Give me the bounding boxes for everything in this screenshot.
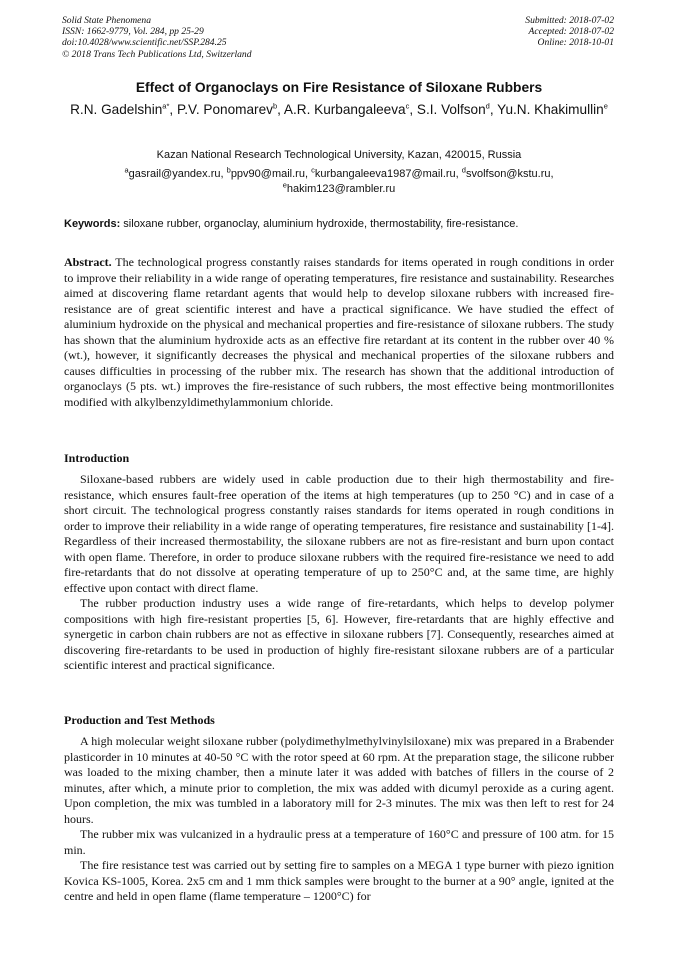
introduction-heading: Introduction xyxy=(64,451,130,465)
paragraph: The rubber production industry uses a wide range of fire-retardants, which helps to develop polymer compositions with high fire-resistant properties [5, 6]. However, fire-retardants that are highly effective and synergetic in carbon chain rubbers are not as effective in siloxane rubbers [7]. Consequently, researches aimed at discovering fire-retardants to be used in production of highly fire-resistant siloxane rubbers are of a particular scientific interest and practical significance. xyxy=(64,596,614,672)
paper-title: Effect of Organoclays on Fire Resistance of Siloxane Rubbers xyxy=(135,80,543,95)
journal-info xyxy=(62,15,252,60)
abstract xyxy=(64,255,614,410)
journal-name: Solid State Phenomena xyxy=(62,15,151,26)
paragraph: Siloxane-based rubbers are widely used in cable production due to their high thermostability and fire-resistance, which ensures fault-free operation of the items at high temperatures (up to 250 °C) and in case of a short circuit. The technological progress constantly raises standards for items operated in rough conditions in order to improve their reliability in a wide range of operating temperatures, fire resistance and sustainability [1-4]. Regardless of their increased thermostability, the siloxane rubbers are not as fire-resistant and burn upon contact with open flame. Therefore, in order to produce siloxane rubbers with the required fire-resistance we need to add fire-retardants that do not dissolve at operating temperature of up to 250°C and, at the same time, are highly effective upon contact with direct flame. xyxy=(64,472,614,595)
affiliation: Kazan National Research Technological University, Kazan, 420015, Russia xyxy=(156,149,522,161)
abstract-text: The technological progress constantly raises standards for items operated in rough conditions in order to improve their reliability in a wide range of operating temperatures, fire resistance and sustainability. Researches aimed at discovering flame retardant agents that would help to develop siloxane rubbers with increased fire-resistance are of great scientific interest and have a practical significance. We have studied the effect of aluminium hydroxide on the physical and mechanical properties and fire-resistance of siloxane rubbers. The study has shown that the aluminium hydroxide acts as an effective fire retardant at its content in the rubber over 40 % (wt.), however, it significantly decreases the physical and mechanical properties of the siloxane rubbers and causes difficulties in processing of the rubber mix. The research has shown that the additional introduction of organoclays (5 pts. wt.) improves the fire-resistance of such rubbers, the most effective being montmorillonites modified with alkylbenzyldimethylammonium chloride. xyxy=(64,255,614,409)
keywords-label: Keywords: xyxy=(64,218,121,230)
copyright: © 2018 Trans Tech Publications Ltd, Switzerland xyxy=(62,48,252,60)
accepted-date: Accepted: 2018-07-02 xyxy=(528,26,614,38)
author: S.I. Volfson$^d$, xyxy=(416,101,498,117)
author-list xyxy=(50,100,628,120)
paragraph: The rubber mix was vulcanized in a hydraulic press at a temperature of 160°C and pressure of 100 atm. for 15 min. xyxy=(64,827,614,857)
author: Yu.N. Khakimullin$^e$ xyxy=(497,101,608,117)
email-link[interactable]: $^c$kurbangaleeva1987@mail.ru xyxy=(311,165,456,180)
paragraph: The fire resistance test was carried out by setting fire to samples on a MEGA 1 type burner with piezo ignition Kovica KS-1005, Korea. 2x5 cm and 1 mm thick samples were brought to the burner at a 90° angle, ignited at the centre and held in open flame (flame temperature – 1200°C) for xyxy=(64,858,614,903)
author: R.N. Gadelshin$^{a*}$, xyxy=(70,101,177,117)
email-link[interactable]: $^b$ppv90@mail.ru xyxy=(226,165,305,180)
email-list: $^a$gasrail@yandex.ru, $^b$ppv90@mail.ru, $^c$kurbangaleeva1987@mail.ru, $^d$svolfson@kstu.ru, $^e$hakim123@rambler.ru xyxy=(124,165,554,195)
doi: doi:10.4028/www.scientific.net/SSP.284.25 xyxy=(62,37,227,49)
abstract-label: Abstract. xyxy=(64,255,112,269)
methods-heading: Production and Test Methods xyxy=(64,713,215,727)
author: A.R. Kurbangaleeva$^c$, xyxy=(283,101,417,117)
introduction-body xyxy=(64,472,614,674)
email-link[interactable]: $^d$svolfson@kstu.ru xyxy=(461,165,551,180)
publication-dates xyxy=(525,15,614,49)
submitted-date: Submitted: 2018-07-02 xyxy=(525,15,614,26)
email-link[interactable]: $^e$hakim123@rambler.ru xyxy=(282,180,396,195)
email-link[interactable]: $^a$gasrail@yandex.ru xyxy=(124,165,221,180)
keywords-text: siloxane rubber, organoclay, aluminium hydroxide, thermostability, fire-resistance. xyxy=(120,218,519,230)
methods-body xyxy=(64,734,614,905)
keywords xyxy=(64,218,614,230)
paragraph: A high molecular weight siloxane rubber (polydimethylmethylvinylsiloxane) mix was prepared in a Brabender plasticorder in 10 minutes at 40-50 °C with the rotor speed at 60 rpm. At the preparation stage, the silicone rubber was loaded to the mixing chamber, then a minute later it was added with batches of fillers in the course of 2 minutes, after which, a minute prior to completion, the mix was added with dicumyl peroxide as a curing agent. Upon completion, the mix was tumbled in a laboratory mill for 2-3 minutes. The mix was then left to rest for 24 hours. xyxy=(64,734,614,826)
issn: ISSN: 1662-9779, Vol. 284, pp 25-29 xyxy=(62,26,204,38)
author: P.V. Ponomarev$^b$, xyxy=(176,101,284,117)
online-date: Online: 2018-10-01 xyxy=(537,37,614,49)
